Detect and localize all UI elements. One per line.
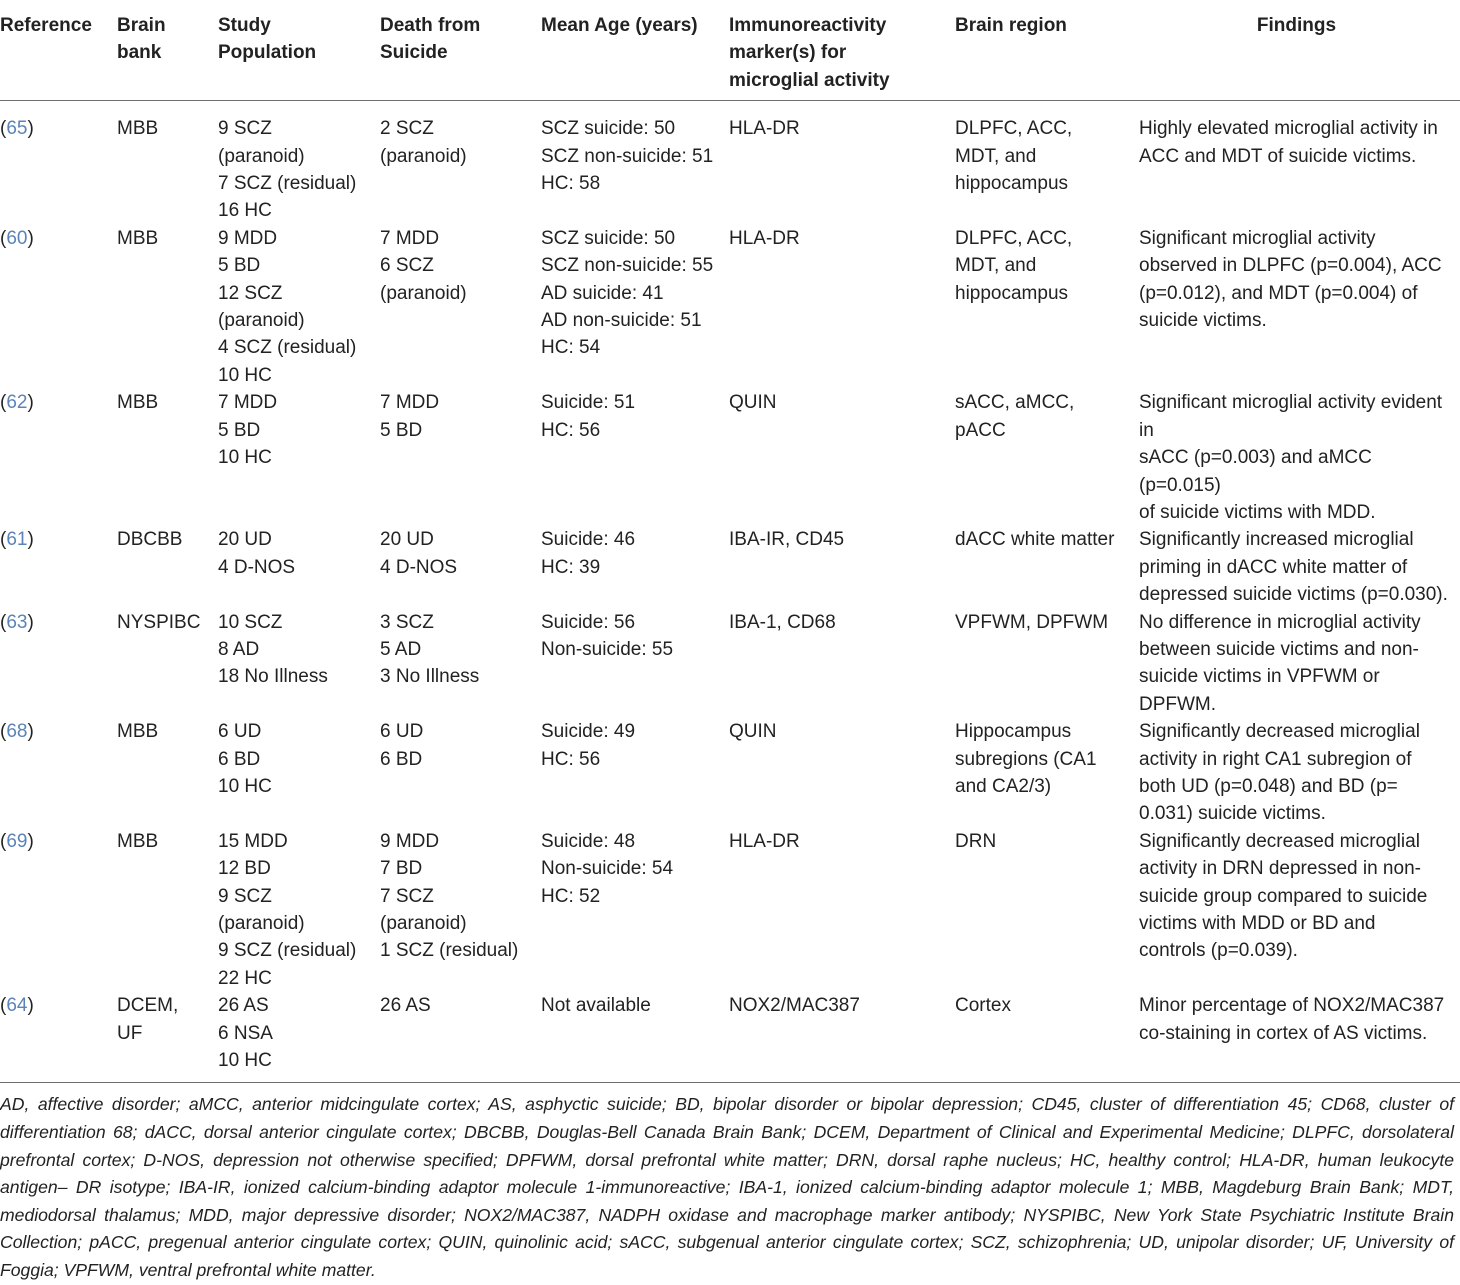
brain-region-cell: DLPFC, ACC, MDT, and hippocampus <box>955 227 1073 304</box>
brain-bank-cell: DCEM, UF <box>117 995 179 1044</box>
findings-cell: Significantly increased microglial priming in dACC white matter of depressed suicide victims (p=0.030). <box>1139 529 1448 606</box>
table-row <box>0 101 1460 225</box>
reference-cell: (68) <box>0 721 34 743</box>
death-from-suicide-cell: 7 MDD 5 BD <box>380 392 440 441</box>
brain-region-cell: Cortex <box>955 995 1011 1017</box>
death-from-suicide-cell: 3 SCZ 5 AD 3 No Illness <box>380 611 480 688</box>
study-population-cell: 7 MDD 5 BD 10 HC <box>218 392 278 469</box>
marker-cell: HLA-DR <box>729 118 800 140</box>
header-findings: Findings <box>1256 15 1337 36</box>
study-population-cell: 20 UD 4 D-NOS <box>218 529 296 578</box>
marker-cell: QUIN <box>729 721 777 743</box>
death-from-suicide-cell: 20 UD 4 D-NOS <box>380 529 458 578</box>
table-row <box>0 609 1460 719</box>
header-death-from-suicide: Death from Suicide <box>380 15 481 64</box>
study-population-cell: 10 SCZ 8 AD 18 No Illness <box>218 611 328 688</box>
findings-cell: Highly elevated microglial activity in ACC and MDT of suicide victims. <box>1139 118 1438 167</box>
mean-age-cell: Suicide: 56 Non-suicide: 55 <box>541 611 674 660</box>
mean-age-cell: SCZ suicide: 50 SCZ non-suicide: 51 HC: 58 <box>541 118 714 195</box>
reference-link[interactable]: 69 <box>6 830 28 852</box>
brain-bank-cell: MBB <box>117 392 159 414</box>
mean-age-cell: Suicide: 46 HC: 39 <box>541 529 636 578</box>
reference-link[interactable]: 63 <box>6 611 28 633</box>
header-reference: Reference <box>0 15 92 36</box>
marker-cell: IBA-1, CD68 <box>729 611 836 633</box>
header-mean-age: Mean Age (years) <box>541 15 698 36</box>
findings-cell: Minor percentage of NOX2/MAC387 co-staining in cortex of AS victims. <box>1139 995 1445 1044</box>
death-from-suicide-cell: 6 UD 6 BD <box>380 721 424 770</box>
table-row <box>0 992 1460 1083</box>
findings-cell: Significant microglial activity evident in sACC (p=0.003) and aMCC (p=0.015) of suicide victims with MDD. <box>1139 392 1443 523</box>
table-row <box>0 828 1460 992</box>
marker-cell: IBA-IR, CD45 <box>729 529 845 551</box>
death-from-suicide-cell: 26 AS <box>380 995 431 1017</box>
brain-bank-cell: NYSPIBC <box>117 611 201 633</box>
brain-region-cell: VPFWM, DPFWM <box>955 611 1109 633</box>
table-row <box>0 389 1460 526</box>
table-row <box>0 718 1460 828</box>
brain-bank-cell: DBCBB <box>117 529 183 551</box>
mean-age-cell: Suicide: 49 HC: 56 <box>541 721 636 770</box>
mean-age-cell: SCZ suicide: 50 SCZ non-suicide: 55 AD suicide: 41 AD non-suicide: 51 HC: 54 <box>541 227 714 359</box>
reference-link[interactable]: 68 <box>6 721 28 743</box>
reference-cell: (64) <box>0 995 34 1017</box>
brain-region-cell: sACC, aMCC, pACC <box>955 392 1075 441</box>
mean-age-cell: Suicide: 51 HC: 56 <box>541 392 636 441</box>
death-from-suicide-cell: 2 SCZ (paranoid) <box>380 118 467 167</box>
study-population-cell: 9 MDD 5 BD 12 SCZ (paranoid) 4 SCZ (residual) 10 HC <box>218 227 357 386</box>
brain-region-cell: Hippocampus subregions (CA1 and CA2/3) <box>955 721 1097 797</box>
marker-cell: QUIN <box>729 392 777 414</box>
reference-cell: (61) <box>0 529 34 551</box>
header-brain-bank: Brain bank <box>117 15 166 64</box>
reference-cell: (62) <box>0 392 34 414</box>
brain-bank-cell: MBB <box>117 830 159 852</box>
table-row <box>0 225 1460 389</box>
reference-link[interactable]: 61 <box>6 529 28 551</box>
mean-age-cell: Not available <box>541 995 651 1017</box>
brain-region-cell: DLPFC, ACC, MDT, and hippocampus <box>955 118 1073 195</box>
table-header-row <box>0 0 1460 101</box>
findings-cell: Significantly decreased microglial activity in right CA1 subregion of both UD (p=0.048) and BD (p= 0.031) suicide victims. <box>1139 721 1420 825</box>
findings-cell: Significant microglial activity observed in DLPFC (p=0.004), ACC (p=0.012), and MDT (p=0.004) of suicide victims. <box>1139 227 1442 332</box>
study-population-cell: 9 SCZ (paranoid) 7 SCZ (residual) 16 HC <box>218 118 357 222</box>
study-population-cell: 26 AS 6 NSA 10 HC <box>218 995 273 1072</box>
brain-region-cell: DRN <box>955 830 997 852</box>
table-row <box>0 526 1460 608</box>
reference-link[interactable]: 65 <box>6 118 28 140</box>
brain-bank-cell: MBB <box>117 227 159 249</box>
table-body <box>0 101 1460 1083</box>
study-population-cell: 15 MDD 12 BD 9 SCZ (paranoid) 9 SCZ (residual) 22 HC <box>218 830 357 989</box>
findings-cell: No difference in microglial activity between suicide victims and non- suicide victims in VPFWM or DPFWM. <box>1139 611 1421 715</box>
marker-cell: NOX2/MAC387 <box>729 995 860 1017</box>
header-marker: Immunoreactivity marker(s) for microglial activity <box>729 15 890 91</box>
study-population-cell: 6 UD 6 BD 10 HC <box>218 721 272 797</box>
death-from-suicide-cell: 9 MDD 7 BD 7 SCZ (paranoid) 1 SCZ (residual) <box>380 830 519 962</box>
reference-cell: (63) <box>0 611 34 633</box>
brain-region-cell: dACC white matter <box>955 529 1115 551</box>
reference-cell: (65) <box>0 118 34 140</box>
header-study-population: Study Population <box>218 15 317 64</box>
mean-age-cell: Suicide: 48 Non-suicide: 54 HC: 52 <box>541 830 674 907</box>
abbreviations-footnote: AD, affective disorder; aMCC, anterior midcingulate cortex; AS, asphyctic suicide; BD, bipolar disorder or bipolar depression; CD45, cluster of differentiation 45; CD68, cluster of differentiation 68; dACC, dorsal anterior cingulate cortex; DBCBB, Douglas-Bell Canada Brain Bank; DCEM, Department of Clinical and Experimental Medicine; DLPFC, dorsolateral prefrontal cortex; D-NOS, depression not otherwise specified; DPFWM, dorsal prefrontal white matter; DRN, dorsal raphe nucleus; HC, healthy control; HLA-DR, human leukocyte antigen– DR isotype; IBA-IR, ionized calcium-binding adaptor molecule 1-immunoreactive; IBA-1, ionized calcium-binding adaptor molecule 1; MBB, Magdeburg Brain Bank; MDT, mediodorsal thalamus; MDD, major depressive disorder; NOX2/MAC387, NADPH oxidase and macrophage marker antibody; NYSPIBC, New York State Psychiatric Institute Brain Collection; pACC, pregenual anterior cingulate cortex; QUIN, quinolinic acid; sACC, subgenual anterior cingulate cortex; SCZ, schizophrenia; UD, unipolar disorder; UF, University of Foggia; VPFWM, ventral prefrontal white matter. <box>0 1094 1454 1280</box>
brain-bank-cell: MBB <box>117 118 159 140</box>
death-from-suicide-cell: 7 MDD 6 SCZ (paranoid) <box>380 227 467 304</box>
brain-bank-cell: MBB <box>117 721 159 743</box>
marker-cell: HLA-DR <box>729 830 800 852</box>
reference-link[interactable]: 60 <box>6 227 28 249</box>
reference-cell: (69) <box>0 830 34 852</box>
findings-cell: Significantly decreased microglial activity in DRN depressed in non- suicide group compared to suicide victims with MDD or BD and controls (p=0.039). <box>1139 830 1428 962</box>
reference-cell: (60) <box>0 227 34 249</box>
reference-link[interactable]: 62 <box>6 392 28 414</box>
reference-link[interactable]: 64 <box>6 995 28 1017</box>
marker-cell: HLA-DR <box>729 227 800 249</box>
header-brain-region: Brain region <box>955 15 1067 36</box>
